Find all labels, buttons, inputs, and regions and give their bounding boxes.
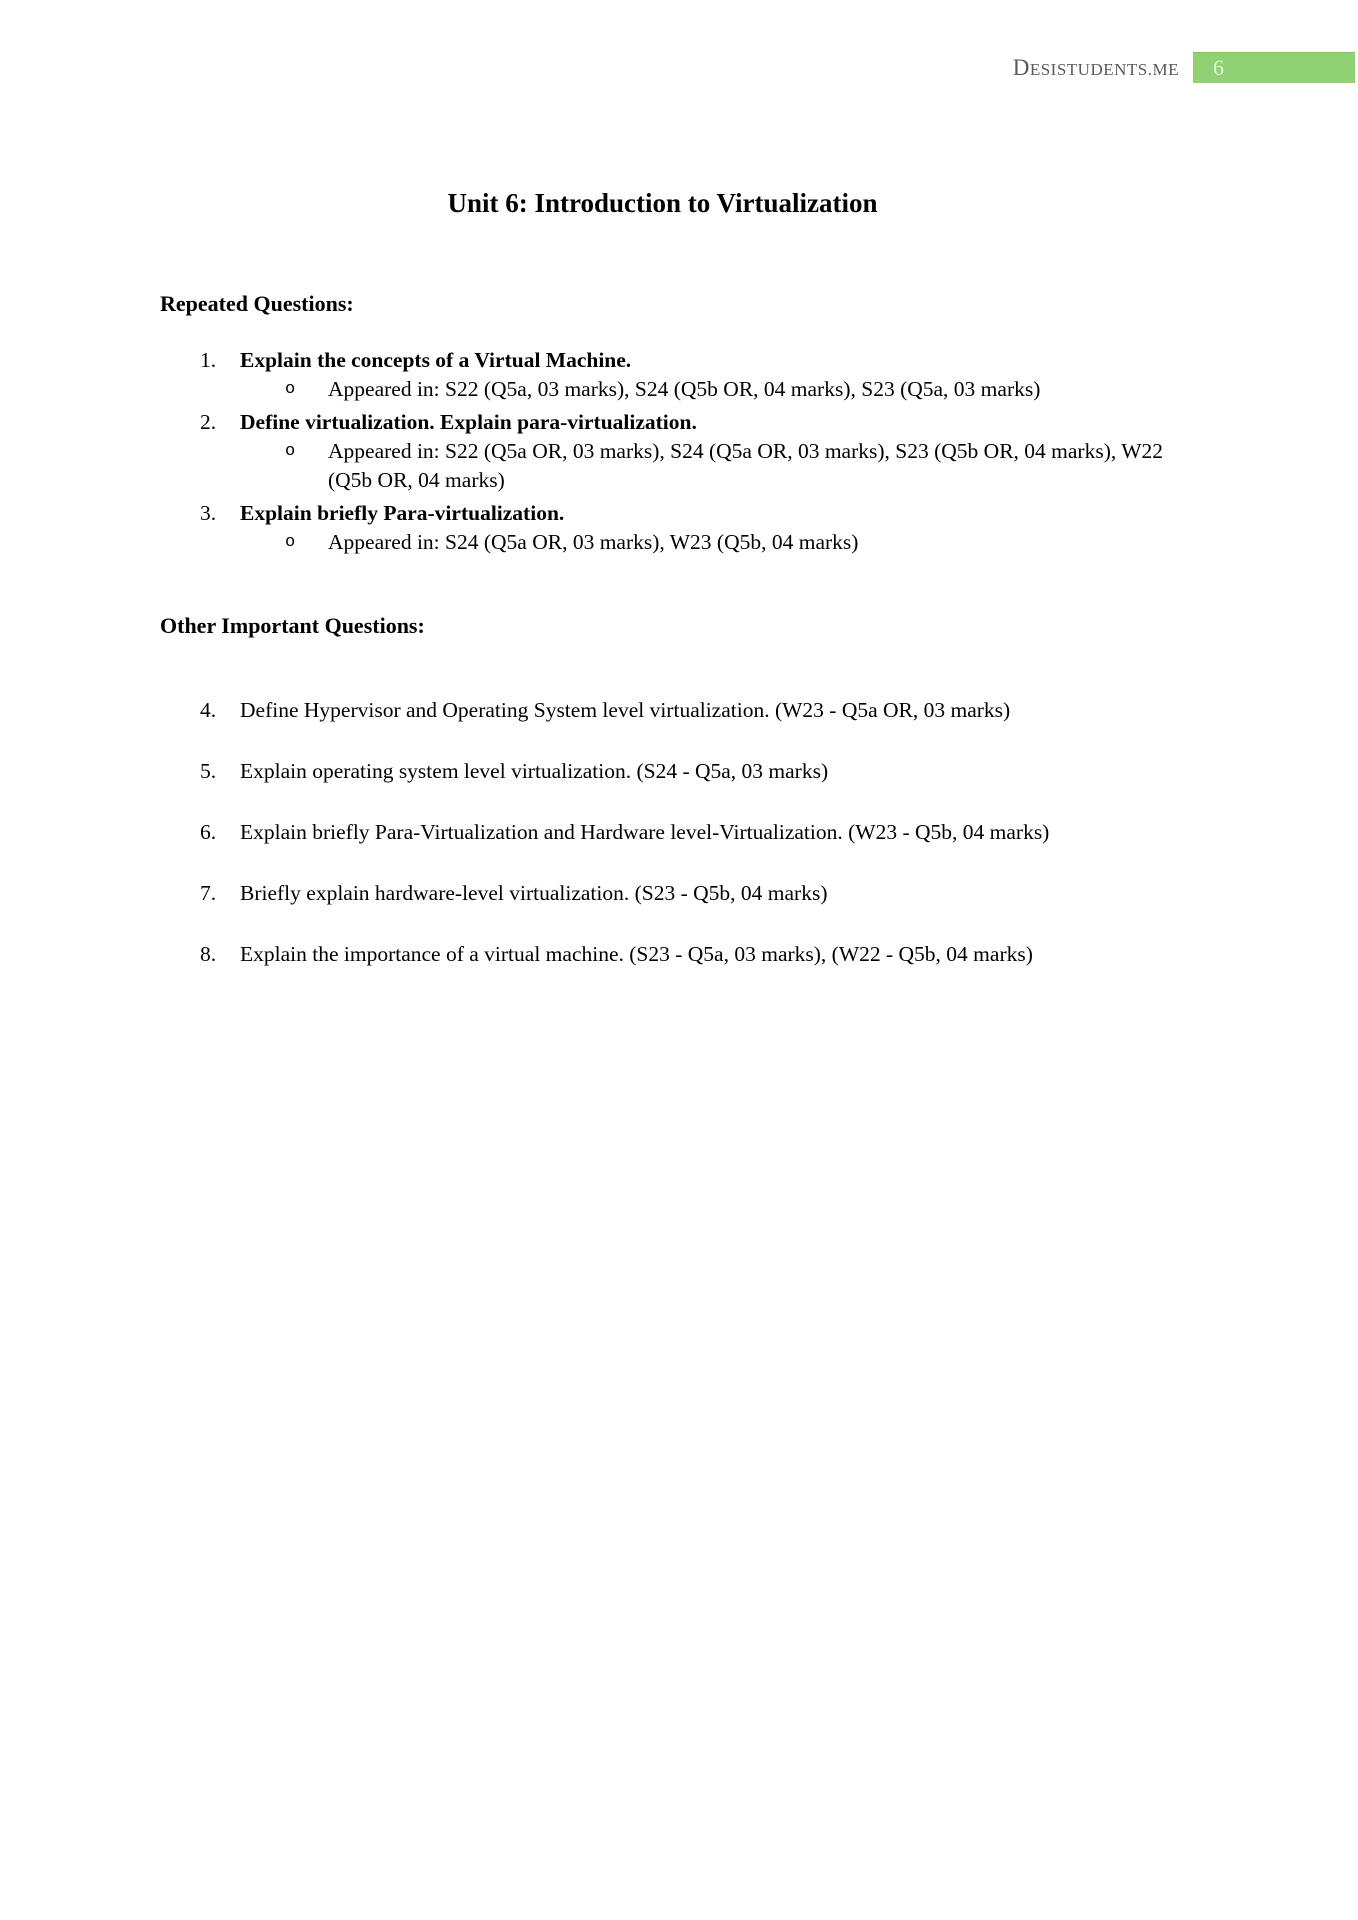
circle-bullet-icon: o xyxy=(285,380,296,399)
other-important-questions-list xyxy=(160,695,1165,969)
question-body xyxy=(240,817,1165,847)
question-number: 2. xyxy=(200,410,217,434)
page-header xyxy=(0,0,1358,83)
question-body xyxy=(240,346,1165,404)
question-text: Briefly explain hardware-level virtualization. (S23 - Q5b, 04 marks) xyxy=(240,881,828,905)
question-item xyxy=(160,695,1165,725)
question-body xyxy=(240,408,1165,495)
question-text: Define Hypervisor and Operating System level virtualization. (W23 - Q5a OR, 03 marks) xyxy=(240,698,1011,722)
question-text: Explain briefly Para-virtualization. xyxy=(240,501,565,525)
question-body xyxy=(240,878,1165,908)
appearance-text: Appeared in: S22 (Q5a, 03 marks), S24 (Q5b OR, 04 marks), S23 (Q5a, 03 marks) xyxy=(328,377,1041,401)
question-number: 1. xyxy=(200,348,217,372)
question-item xyxy=(160,939,1165,969)
question-body xyxy=(240,756,1165,786)
question-number: 8. xyxy=(200,942,217,966)
question-text: Define virtualization. Explain para-virtualization. xyxy=(240,410,697,434)
section-heading-other-important-questions: Other Important Questions: xyxy=(160,613,425,638)
question-number: 3. xyxy=(200,501,217,525)
question-number: 5. xyxy=(200,759,217,783)
question-item xyxy=(160,346,1165,404)
appearance-bullet xyxy=(240,375,1165,404)
circle-bullet-icon: o xyxy=(285,533,296,552)
appearance-bullet xyxy=(240,437,1165,495)
question-item xyxy=(160,878,1165,908)
question-body xyxy=(240,499,1165,557)
question-text: Explain the concepts of a Virtual Machine. xyxy=(240,348,632,372)
question-body xyxy=(240,939,1165,969)
question-number: 6. xyxy=(200,820,217,844)
page-number-badge xyxy=(1193,52,1355,83)
question-text: Explain briefly Para-Virtualization and Hardware level-Virtualization. (W23 - Q5b, 04 marks) xyxy=(240,820,1050,844)
circle-bullet-icon: o xyxy=(285,442,296,461)
question-text: Explain the importance of a virtual machine. (S23 - Q5a, 03 marks), (W22 - Q5b, 04 marks) xyxy=(240,942,1033,966)
site-name: DESISTUDENTS.ME xyxy=(1012,54,1179,80)
page-number: 6 xyxy=(1213,55,1224,80)
appearance-text: Appeared in: S24 (Q5a OR, 03 marks), W23 (Q5b, 04 marks) xyxy=(328,530,859,554)
question-item xyxy=(160,499,1165,557)
question-item xyxy=(160,817,1165,847)
question-item xyxy=(160,756,1165,786)
page-title: Unit 6: Introduction to Virtualization xyxy=(447,188,878,218)
appearance-bullet xyxy=(240,528,1165,557)
question-text: Explain operating system level virtualization. (S24 - Q5a, 03 marks) xyxy=(240,759,829,783)
appearance-text: Appeared in: S22 (Q5a OR, 03 marks), S24 (Q5a OR, 03 marks), S23 (Q5b OR, 04 marks), W22 (Q5b OR, 04 marks) xyxy=(328,439,1164,492)
question-number: 4. xyxy=(200,698,217,722)
question-number: 7. xyxy=(200,881,217,905)
question-item xyxy=(160,408,1165,495)
repeated-questions-list xyxy=(160,346,1165,557)
document-content xyxy=(160,187,1165,969)
question-body xyxy=(240,695,1165,725)
section-heading-repeated-questions: Repeated Questions: xyxy=(160,291,354,316)
